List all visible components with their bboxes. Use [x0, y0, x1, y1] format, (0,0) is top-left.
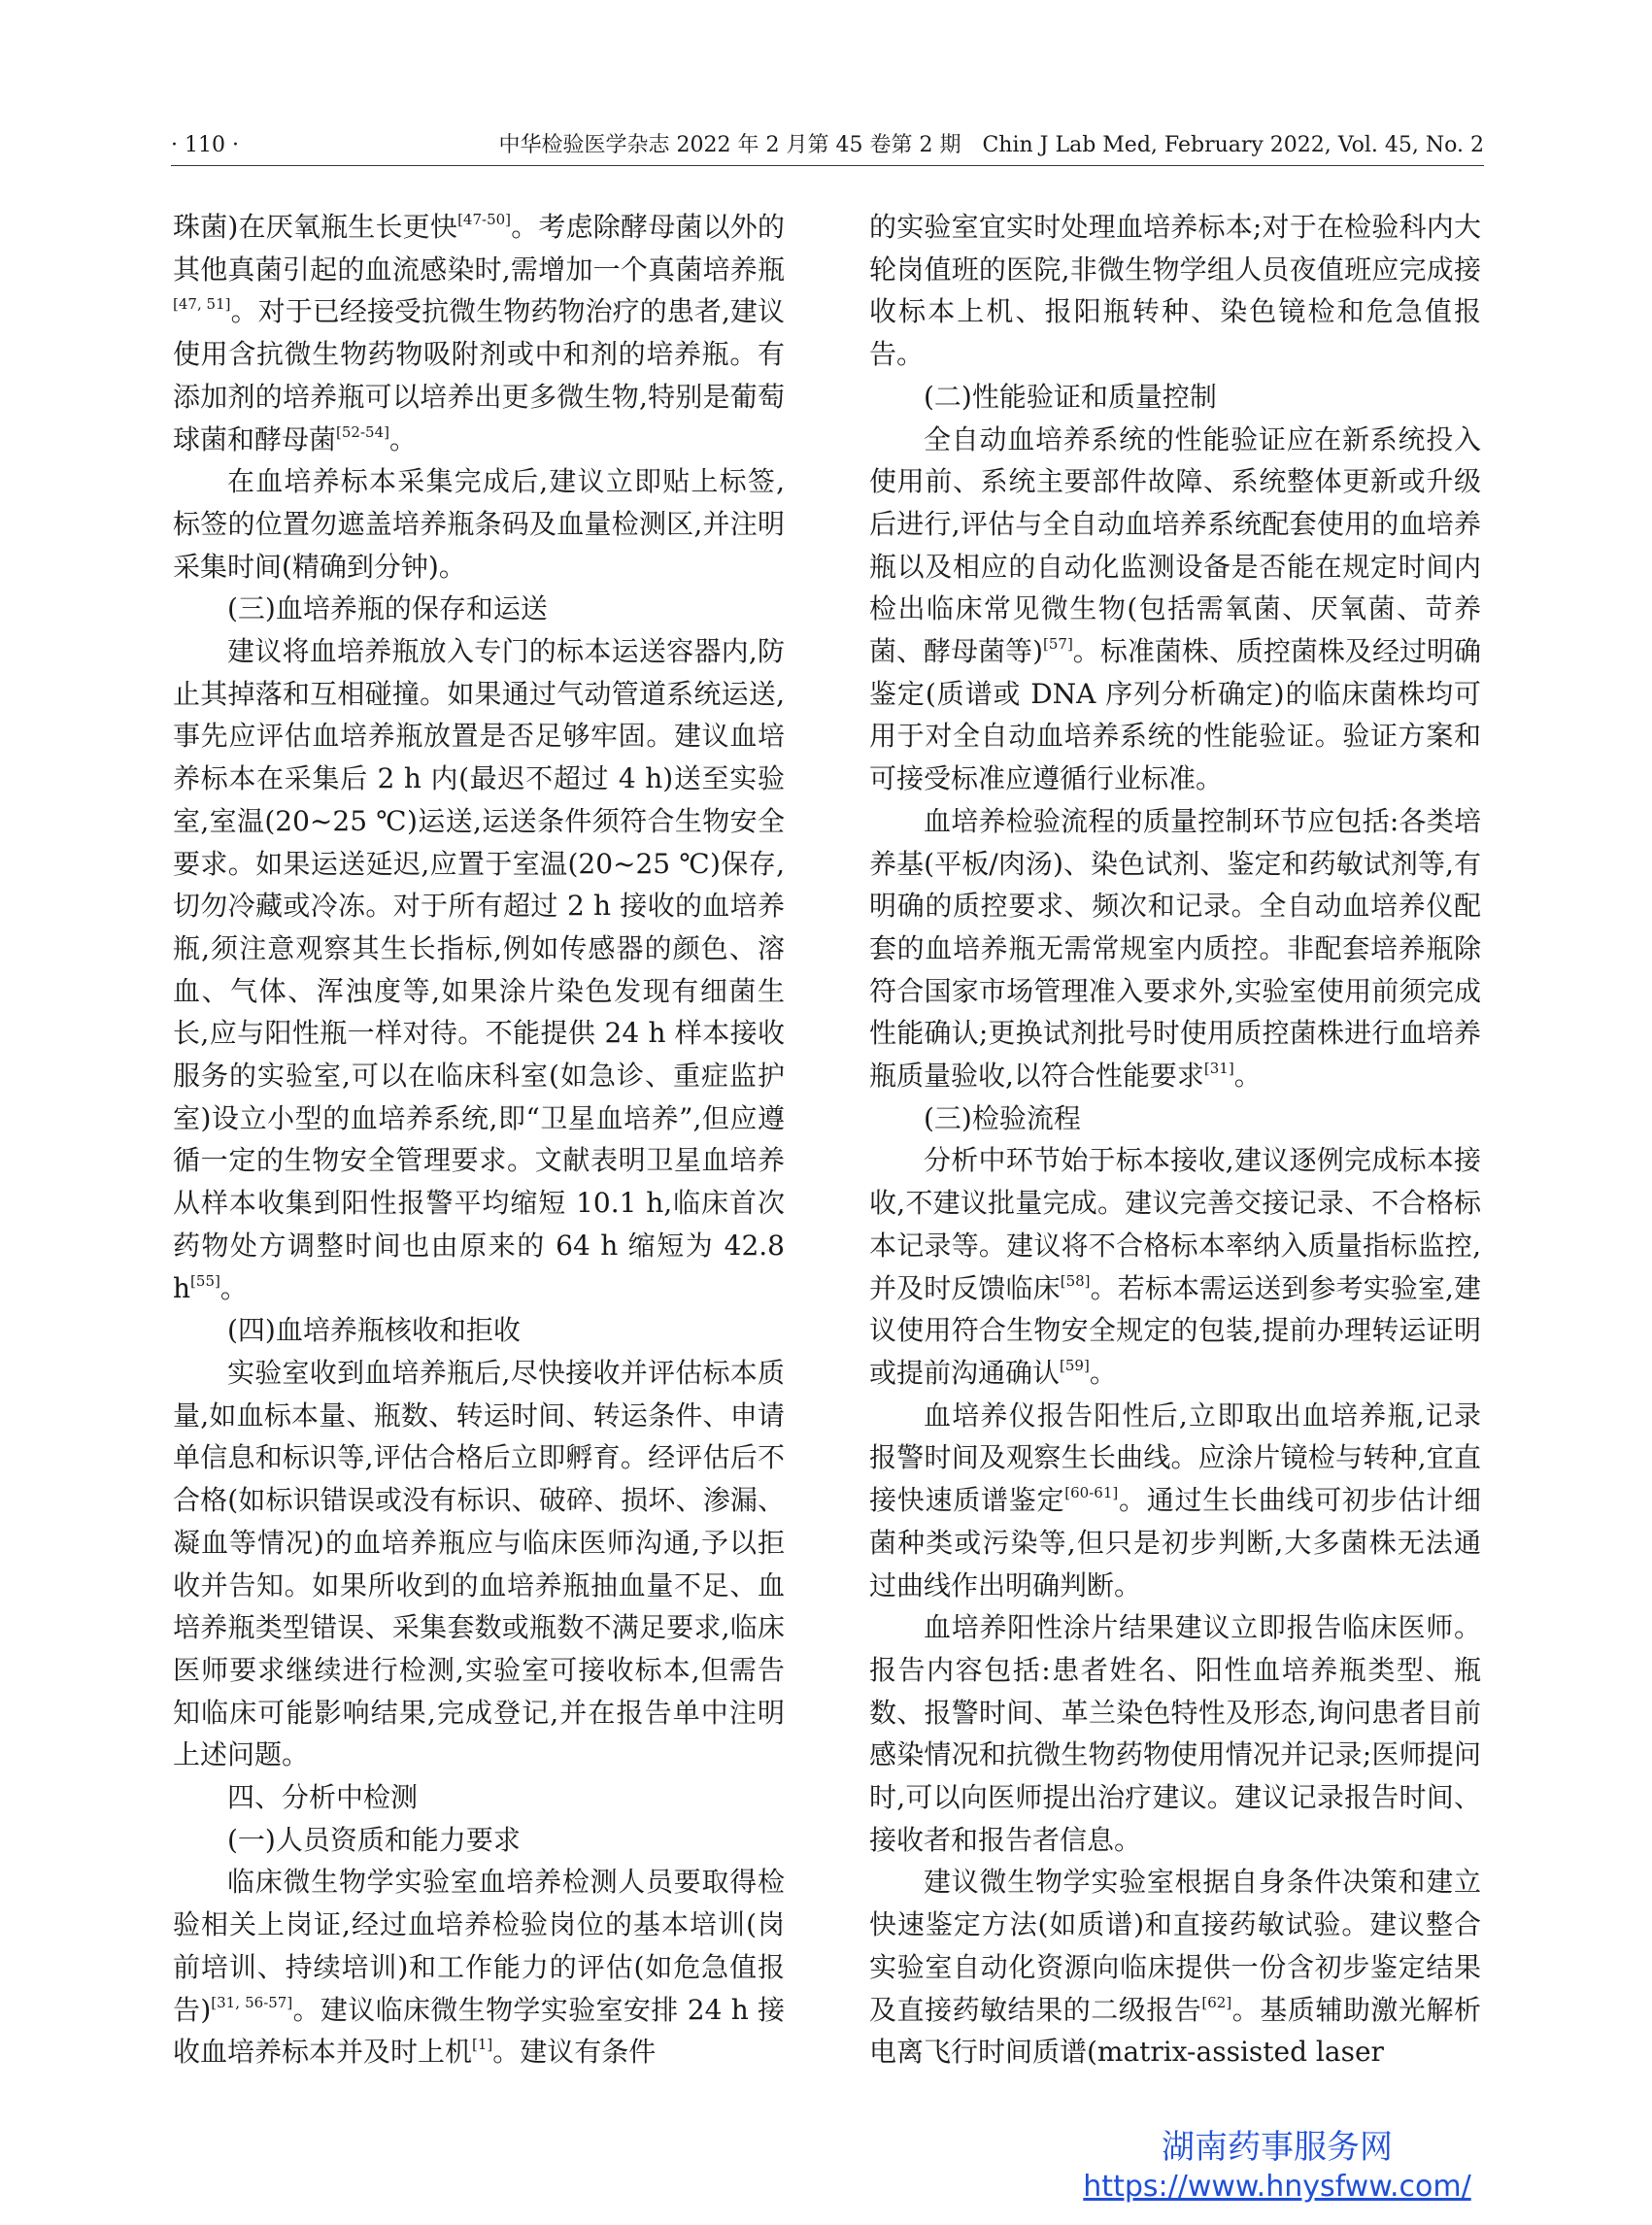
text-run: 血培养阳性涂片结果建议立即报告临床医师。报告内容包括:患者姓名、阳性血培养瓶类型、瓶数、报警时间、革兰染色特性及形态,询问患者目前感染情况和抗微生物药物使用情况并记录;医师提问时,可以向医师提出治疗建议。建议记录报告时间、接收者和报告者信息。 — [869, 1611, 1481, 1856]
text-run: 血培养仪报告阳性后,立即取出血培养瓶,记录报警时间及观察生长曲线。应涂片镜检与转种,宜直接快速质谱鉴定 — [869, 1399, 1481, 1517]
text-run: (三)检验流程 — [924, 1101, 1081, 1134]
citation-ref: [58] — [1060, 1271, 1091, 1290]
citation-ref: [47, 51] — [173, 295, 231, 314]
section-heading — [173, 1819, 785, 1862]
citation-ref: [52-54] — [336, 422, 389, 441]
text-run: 。通过生长曲线可初步估计细菌种类或污染等,但只是初步判断,大多菌株无法通过曲线作出明确判断。 — [869, 1484, 1481, 1601]
section-heading — [869, 1097, 1481, 1140]
body-paragraph — [869, 1139, 1481, 1394]
left-column — [173, 206, 785, 2073]
running-header — [171, 126, 1484, 166]
right-column — [869, 206, 1481, 2073]
citation-ref: [31, 56-57] — [211, 1993, 293, 2011]
text-run: 。 — [1089, 1356, 1117, 1389]
citation-ref: [55] — [190, 1271, 220, 1290]
text-run: 全自动血培养系统的性能验证应在新系统投入使用前、系统主要部件故障、系统整体更新或升级后进行,评估与全自动血培养系统配套使用的血培养瓶以及相应的自动化监测设备是否能在规定时间内检出临床常见微生物(包括需氧菌、厌氧菌、苛养菌、酵母菌等) — [869, 422, 1481, 668]
body-paragraph — [869, 1861, 1481, 2073]
watermark-site-name: 湖南药事服务网 — [1162, 2128, 1393, 2167]
text-run: 四、分析中检测 — [227, 1781, 419, 1814]
citation-ref: [62] — [1201, 1993, 1232, 2011]
text-run: 分析中环节始于标本接收,建议逐例完成标本接收,不建议批量完成。建议完善交接记录、不合格标本记录等。建议将不合格标本率纳入质量指标监控,并及时反馈临床 — [869, 1144, 1481, 1304]
text-run: (四)血培养瓶核收和拒收 — [227, 1314, 521, 1347]
watermark-url[interactable]: https://www.hnysfww.com/ — [1083, 2170, 1471, 2204]
text-run: 实验室收到血培养瓶后,尽快接收并评估标本质量,如血标本量、瓶数、转运时间、转运条件、申请单信息和标识等,评估合格后立即孵育。经评估后不合格(如标识错误或没有标识、破碎、损坏、渗漏、凝血等情况)的血培养瓶应与临床医师沟通,予以拒收并告知。如果所收到的血培养瓶抽血量不足、血培养瓶类型错误、采集套数或瓶数不满足要求,临床医师要求继续进行检测,实验室可接收标本,但需告知临床可能影响结果,完成登记,并在报告单中注明上述问题。 — [173, 1356, 785, 1771]
body-paragraph — [173, 206, 785, 460]
text-run: 临床微生物学实验室血培养检测人员要取得检验相关上岗证,经过血培养检验岗位的基本培训(岗前培训、持续培训)和工作能力的评估(如危急值报告) — [173, 1866, 785, 2026]
text-run: 。 — [219, 1271, 248, 1304]
text-run: 血培养检验流程的质量控制环节应包括:各类培养基(平板/肉汤)、染色试剂、鉴定和药敏试剂等,有明确的质控要求、频次和记录。全自动血培养仪配套的血培养瓶无需常规室内质控。非配套培养瓶除符合国家市场管理准入要求外,实验室使用前须完成性能确认;更换试剂批号时使用质控菌株进行血培养瓶质量验收,以符合性能要求 — [869, 804, 1481, 1093]
citation-ref: [60-61] — [1064, 1484, 1119, 1502]
section-heading — [173, 1776, 785, 1819]
body-paragraph — [869, 1606, 1481, 1861]
citation-ref: [47-50] — [457, 211, 512, 228]
body-paragraph — [869, 419, 1481, 800]
text-run: (二)性能验证和质量控制 — [924, 380, 1217, 413]
body-paragraph — [869, 206, 1481, 376]
text-run: 。 — [1233, 1060, 1262, 1093]
text-run: 在血培养标本采集完成后,建议立即贴上标签,标签的位置勿遮盖培养瓶条码及血量检测区,并注明采集时间(精确到分钟)。 — [173, 465, 785, 583]
body-paragraph — [173, 1861, 785, 2073]
text-run: 。对于已经接受抗微生物药物治疗的患者,建议使用含抗微生物药物吸附剂或中和剂的培养瓶。有添加剂的培养瓶可以培养出更多微生物,特别是葡萄球菌和酵母菌 — [173, 295, 785, 455]
citation-ref: [1] — [472, 2036, 493, 2054]
text-run: 珠菌)在厌氧瓶生长更快 — [173, 211, 458, 243]
citation-ref: [57] — [1043, 635, 1073, 654]
watermark — [1068, 2127, 1486, 2207]
text-run: (三)血培养瓶的保存和运送 — [227, 592, 548, 625]
body-paragraph — [869, 1395, 1481, 1607]
page-number: · 110 · — [171, 133, 239, 157]
text-run: 。标准菌株、质控菌株及经过明确鉴定(质谱或 DNA 序列分析确定)的临床菌株均可用于对全自动血培养系统的性能验证。验证方案和可接受标准应遵循行业标准。 — [869, 635, 1481, 795]
journal-citation: 中华检验医学杂志 2022 年 2 月第 45 卷第 2 期 Chin J Lab Med, February 2022, Vol. 45, No. 2 — [498, 133, 1484, 157]
citation-ref: [31] — [1203, 1060, 1234, 1078]
text-run: 的实验室宜实时处理血培养标本;对于在检验科内大轮岗值班的医院,非微生物学组人员夜值班应完成接收标本上机、报阳瓶转种、染色镜检和危急值报告。 — [869, 211, 1481, 371]
body-paragraph — [173, 1352, 785, 1776]
text-run: 。考虑除酵母菌以外的其他真菌引起的血流感染时,需增加一个真菌培养瓶 — [173, 211, 785, 286]
body-paragraph — [869, 800, 1481, 1097]
section-heading — [173, 588, 785, 630]
text-run: 。 — [388, 422, 417, 455]
section-heading — [173, 1309, 785, 1352]
text-run: 。建议有条件 — [492, 2036, 657, 2069]
section-heading — [869, 376, 1481, 419]
text-run: 。建议临床微生物学实验室安排 24 h 接收血培养标本并及时上机 — [173, 1993, 785, 2069]
citation-ref: [59] — [1060, 1356, 1090, 1374]
text-run: (一)人员资质和能力要求 — [227, 1823, 521, 1856]
text-run: 。基质辅助激光解析电离飞行时间质谱(matrix-assisted laser — [869, 1993, 1481, 2069]
body-paragraph — [173, 630, 785, 1309]
text-run: 。若标本需运送到参考实验室,建议使用符合生物安全规定的包装,提前办理转运证明或提前沟通确认 — [869, 1271, 1481, 1389]
text-run: 建议微生物学实验室根据自身条件决策和建立快速鉴定方法(如质谱)和直接药敏试验。建议整合实验室自动化资源向临床提供一份含初步鉴定结果及直接药敏结果的二级报告 — [869, 1866, 1481, 2026]
body-paragraph — [173, 460, 785, 588]
text-run: 建议将血培养瓶放入专门的标本运送容器内,防止其掉落和互相碰撞。如果通过气动管道系统运送,事先应评估血培养瓶放置是否足够牢固。建议血培养标本在采集后 2 h 内(最迟不超过 4 h)送至实验室,室温(20~25 ℃)运送,运送条件须符合生物安全要求。如果运送延迟,应置于室温(20~25 ℃)保存,切勿冷藏或冷冻。对于所有超过 2 h 接收的血培养瓶,须注意观察其生长指标,例如传感器的颜色、溶血、气体、浑浊度等,如果涂片染色发现有细菌生长,应与阳性瓶一样对待。不能提供 24 h 样本接收服务的实验室,可以在临床科室(如急诊、重症监护室)设立小型的血培养系统,即“卫星血培养”,但应遵循一定的生物安全管理要求。文献表明卫星血培养从样本收集到阳性报警平均缩短 10.1 h,临床首次药物处方调整时间也由原来的 64 h 缩短为 42.8 h — [173, 635, 785, 1304]
